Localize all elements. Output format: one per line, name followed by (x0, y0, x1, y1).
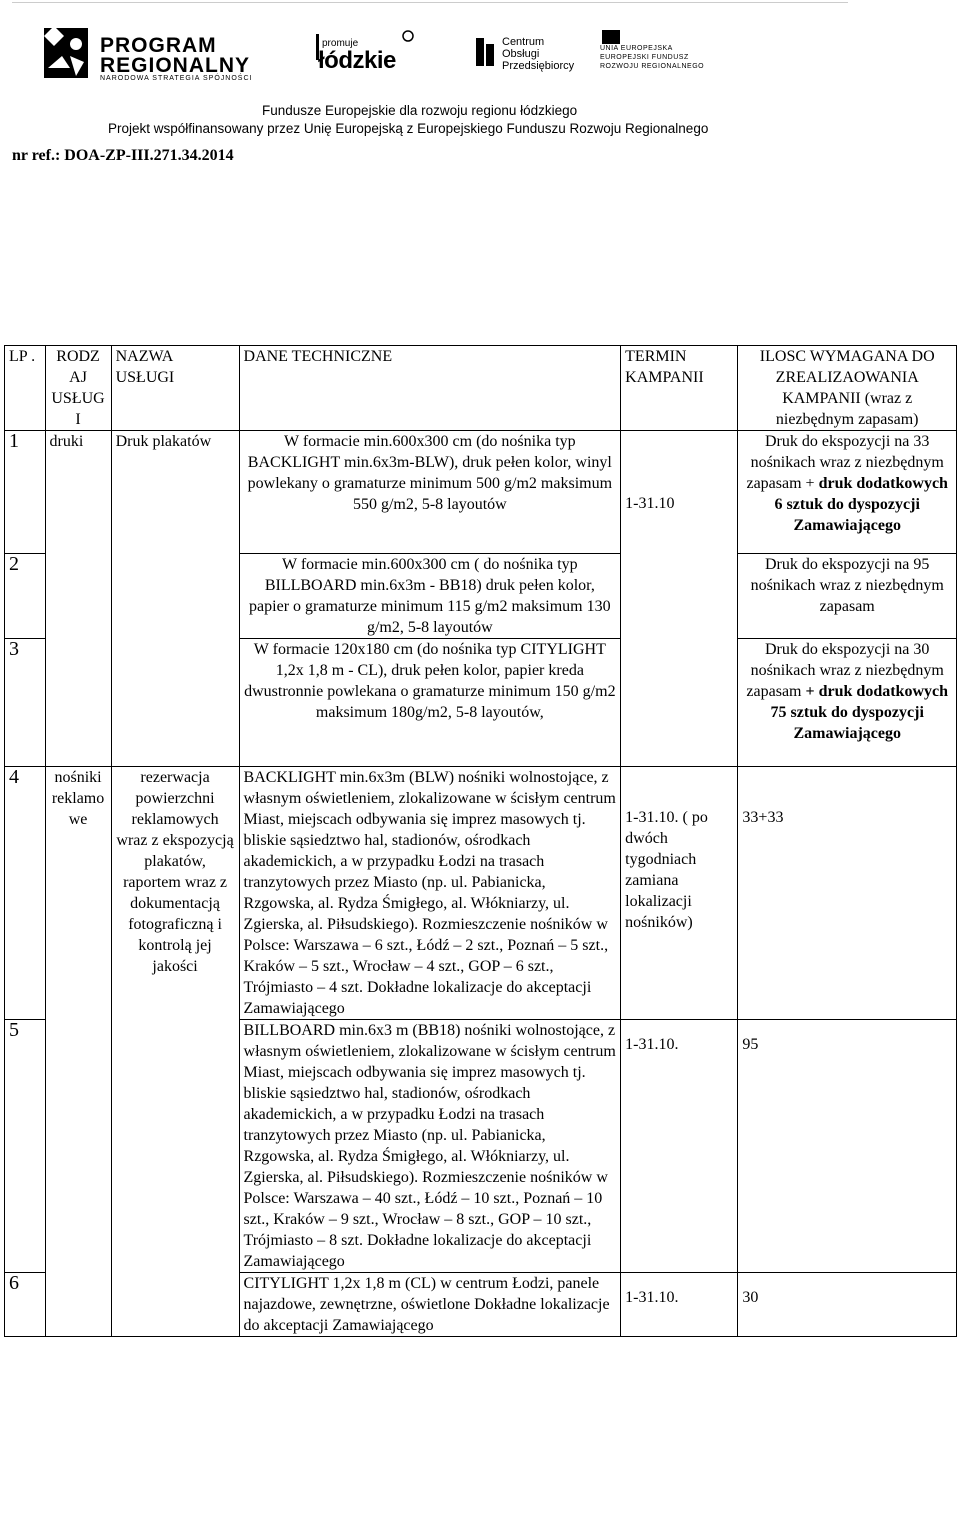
program-regionalny-logo (40, 22, 280, 86)
funding-line-2: Projekt współfinansowany przez Unię Europejską z Europejskiego Funduszu Rozwoju Regionalnego (108, 121, 709, 136)
row-dane: CITYLIGHT 1,2x 1,8 m (CL) w centrum Łodzi, panele najazdowe, zewnętrzne, oświetlone Dokładne lokalizacje do akceptacji Zamawiającego (239, 1273, 621, 1337)
table-row (5, 1020, 957, 1273)
header-ilosc: ILOSC WYMAGANA DO ZREALIZAOWANIA KAMPANII (wraz z niezbędnym zapasam) (738, 346, 957, 431)
row-rodzaj: druki (45, 431, 111, 554)
lodzkie-big-text: łódzkie (318, 47, 396, 74)
row-lp: 6 (5, 1273, 46, 1337)
row-termin (621, 1020, 738, 1273)
ue-line-1: UNIA EUROPEJSKA (600, 45, 673, 52)
program-regionalny-mark-icon (40, 22, 96, 82)
row-dane: W formacie min.600x300 cm ( do nośnika typ BILLBOARD min.6x3m - BB18) druk pełen kolor, papier o gramaturze minimum 115 g/m2 maksimum 130 g/m2, 5-8 layoutów (239, 554, 621, 639)
ilosc-bold-text: druk dodatkowych 6 sztuk do dyspozycji Zamawiającego (774, 475, 948, 534)
row-nazwa-empty (111, 1273, 239, 1337)
row-termin (621, 431, 738, 554)
row-ilosc (738, 1273, 957, 1337)
row-lp: 2 (5, 554, 46, 639)
centrum-line-3: Przedsiębiorcy (502, 60, 575, 72)
row-ilosc (738, 639, 957, 767)
centrum-obslugi-logo (474, 36, 584, 76)
logo-bar (0, 0, 960, 100)
termin-text: 1-31.10. (625, 1036, 679, 1053)
row-ilosc (738, 767, 957, 1020)
program-subtitle: NARODOWA STRATEGIA SPÓJNOŚCI (100, 75, 253, 82)
table-row (5, 431, 957, 554)
row-lp: 5 (5, 1020, 46, 1273)
table-row (5, 1273, 957, 1337)
ilosc-text: 95 (742, 1036, 759, 1053)
row-dane: BACKLIGHT min.6x3m (BLW) nośniki wolnostojące, z własnym oświetleniem, zlokalizowane w ścisłym centrum Miast, miejscach odbywania się imprez masowych tj. bliskie sąsiedztwo hal, stadionów, ośrodkach akademickich, a w przypadku Łodzi na trasach tranzytowych przez Miasto (np. ul. Pabianicka, Rzgowska, al. Rydza Śmigłego, al. Włókniarzy, ul. Zgierska, al. Piłsudskiego). Rozmieszczenie nośników w Polsce: Warszawa – 6 szt., Łódź – 2 szt., Poznań – 5 szt., Kraków – 5 szt., Wrocław – 4 szt., GOP – 6 szt., Trójmiasto – 4 szt. Dokładne lokalizacje do akceptacji Zamawiającego (239, 767, 621, 1020)
row-lp: 3 (5, 639, 46, 767)
row-termin-empty (621, 554, 738, 639)
row-rodzaj-empty (45, 639, 111, 767)
termin-text: 1-31.10. (625, 1289, 679, 1306)
row-nazwa-empty (111, 1020, 239, 1273)
header-termin: TERMIN KAMPANII (621, 346, 738, 431)
specification-table (4, 345, 957, 1337)
ue-line-2: EUROPEJSKI FUNDUSZ (600, 54, 689, 61)
row-nazwa-empty (111, 554, 239, 639)
centrum-line-2: Obsługi (502, 48, 540, 60)
termin-text: 1-31.10 (625, 495, 675, 512)
program-title-line2: REGIONALNY (100, 54, 251, 77)
reference-number: nr ref.: DOA-ZP-III.271.34.2014 (12, 147, 234, 164)
termin-text: 1-31.10. ( po dwóch tygodniach zamiana lokalizacji nośników) (625, 809, 708, 931)
table-row (5, 639, 957, 767)
row-dane: BILLBOARD min.6x3 m (BB18) nośniki wolnostojące, z własnym oświetleniem, zlokalizowane w ścisłym centrum Miast, miejscach odbywania się imprez masowych tj. bliskie sąsiedztwo hal, stadionów, ośrodkach akademickich, a w przypadku Łodzi na trasach tranzytowych przez Miasto (np. ul. Pabianicka, Rzgowska, al. Rydza Śmigłego, al. Włókniarzy, ul. Zgierska, al. Piłsudskiego). Rozmieszczenie nośników w Polsce: Warszawa – 40 szt., Łódź – 10 szt., Poznań – 10 szt., Kraków – 9 szt., Wrocław – 8 szt., GOP – 10 szt., Trójmiasto – 8 szt. Dokładne lokalizacje do akceptacji Zamawiającego (239, 1020, 621, 1273)
ilosc-text: Druk do ekspozycji na 33 nośnikach wraz z niezbędnym zapasam + (746, 433, 944, 492)
row-rodzaj-empty (45, 1020, 111, 1273)
ilosc-text: Druk do ekspozycji na 95 nośnikach wraz z niezbędnym zapasam (750, 556, 944, 615)
ilosc-text: 30 (742, 1289, 759, 1306)
table-row (5, 767, 957, 1020)
row-lp: 4 (5, 767, 46, 1020)
row-termin (621, 767, 738, 1020)
header-nazwa: NAZWA USŁUGI (111, 346, 239, 431)
eu-flag-icon (602, 30, 620, 44)
header-dane: DANE TECHNICZNE (239, 346, 621, 431)
row-dane: W formacie min.600x300 cm (do nośnika typ BACKLIGHT min.6x3m-BLW), druk pełen kolor, winyl powlekany o gramaturze minimum 500 g/m2 maksimum 550 g/m2, 5-8 layoutów (239, 431, 621, 554)
row-termin-empty (621, 639, 738, 767)
centrum-text (502, 36, 574, 72)
row-rodzaj-empty (45, 1273, 111, 1337)
lodzkie-logo (314, 34, 414, 84)
ilosc-text: Druk do ekspozycji na 30 nośnikach wraz z niezbędnym zapasam (746, 641, 944, 700)
row-lp: 1 (5, 431, 46, 554)
table-row (5, 554, 957, 639)
row-dane: W formacie 120x180 cm (do nośnika typ CITYLIGHT 1,2x 1,8 m - CL), druk pełen kolor, papier kreda dwustronnie powlekana o gramaturze minimum 150 g/m2 maksimum 180g/m2, 5-8 layoutów, (239, 639, 621, 767)
row-ilosc (738, 554, 957, 639)
row-ilosc (738, 431, 957, 554)
unia-europejska-logo (596, 30, 726, 80)
program-title-line1: PROGRAM (100, 34, 217, 57)
ilosc-bold-text: + druk dodatkowych 75 sztuk do dyspozycji Zamawiającego (770, 683, 948, 742)
row-termin (621, 1273, 738, 1337)
ilosc-text: 33+33 (742, 809, 784, 826)
row-ilosc (738, 1020, 957, 1273)
row-rodzaj: nośniki reklamo we (45, 767, 111, 1020)
ue-text (600, 44, 704, 71)
table-header-row (5, 346, 957, 431)
header-rodzaj: RODZ AJ USŁUG I (45, 346, 111, 431)
header-lp: LP . (5, 346, 46, 431)
row-nazwa: Druk plakatów (111, 431, 239, 554)
row-nazwa: rezerwacja powierzchni reklamowych wraz z ekspozycją plakatów, raportem wraz z dokumentacją fotograficzną i kontrolą jej jakości (111, 767, 239, 1020)
row-rodzaj-empty (45, 554, 111, 639)
funding-line-1: Fundusze Europejskie dla rozwoju regionu łódzkiego (262, 103, 578, 118)
lodzkie-small-text: promuje (322, 38, 359, 49)
row-nazwa-empty (111, 639, 239, 767)
centrum-mark-icon (474, 36, 496, 68)
ue-line-3: ROZWOJU REGIONALNEGO (600, 63, 705, 70)
lodzkie-circle-icon (402, 30, 414, 42)
centrum-line-1: Centrum (502, 36, 545, 48)
